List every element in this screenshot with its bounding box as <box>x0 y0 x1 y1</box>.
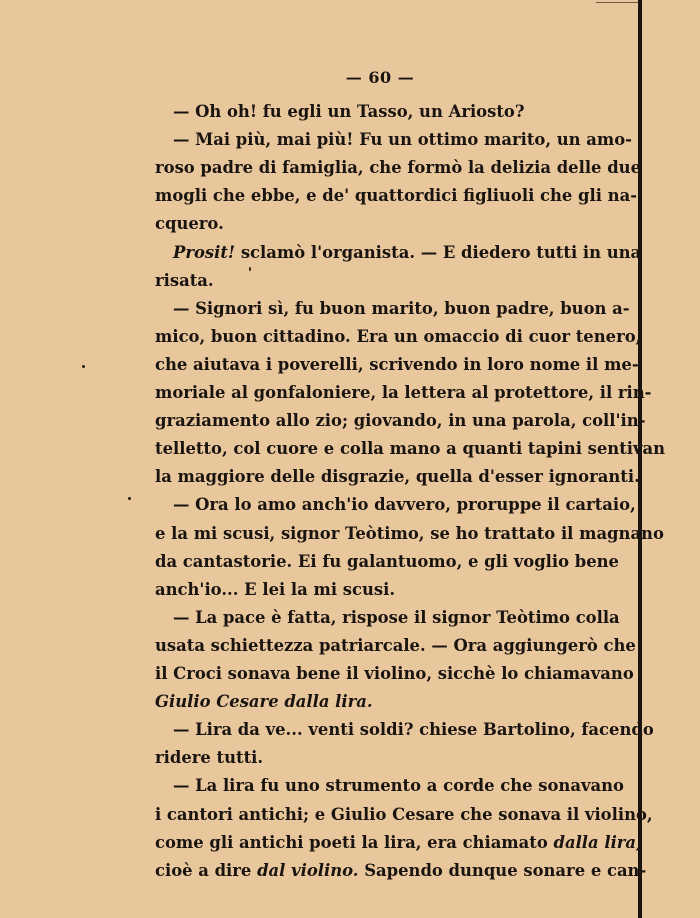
text-line <box>155 383 652 403</box>
italic-text: dalla lira, <box>553 832 642 852</box>
text-segment: — La pace è fatta, rispose il signor Teòtimo colla <box>173 607 620 627</box>
text-segment: mico, buon cittadino. Era un omaccio di cuor tenero, <box>155 326 642 346</box>
text-segment: cquero. <box>155 214 224 234</box>
text-segment: Sapendo dunque sonare e can- <box>358 860 647 880</box>
text-segment: da cantastorie. Ei fu galantuomo, e gli voglio bene <box>155 551 619 571</box>
text-segment: — La lira fu uno strumento a corde che sonavano <box>173 776 624 796</box>
text-line <box>155 551 619 572</box>
text-line <box>155 158 641 178</box>
text-line <box>155 860 647 881</box>
text-segment: roso padre di famiglia, che formò la delizia delle due <box>155 158 641 178</box>
text-line <box>155 326 642 347</box>
text-segment: e la mi scusi, signor Teòtimo, se ho trattato il magnano <box>155 523 664 543</box>
text-segment: — Signori sì, fu buon marito, buon padre, buon a- <box>173 298 630 318</box>
italic-text: Prosit! <box>173 242 236 262</box>
text-line <box>173 102 613 122</box>
text-line <box>155 439 666 459</box>
page-number: — 60 — <box>345 68 415 87</box>
text-segment: — Mai più, mai più! Fu un ottimo marito, un amo- <box>173 130 632 150</box>
text-segment: usata schiettezza patriarcale. — Ora aggiungerò che <box>155 635 636 655</box>
print-speck <box>249 267 251 271</box>
text-line <box>155 832 642 853</box>
text-segment: cioè a dire <box>155 860 258 880</box>
text-segment: anch'io... E lei la mi scusi. <box>155 579 396 599</box>
text-segment: — Oh oh! fu egli un Tasso, un Ariosto? <box>173 102 525 121</box>
italic-text: Giulio Cesare dalla lira. <box>155 692 373 712</box>
text-line <box>173 242 642 263</box>
text-line <box>173 495 636 515</box>
text-line <box>155 635 636 656</box>
text-segment: moriale al gonfaloniere, la lettera al protettore, il rin- <box>155 383 652 402</box>
text-segment: mogli che ebbe, e de' quattordici figliuoli che gli na- <box>155 186 638 206</box>
text-line <box>155 580 613 600</box>
text-line <box>155 804 653 825</box>
text-line <box>155 214 613 234</box>
text-segment: i cantori antichi; e Giulio Cesare che sonava il violino, <box>155 804 653 824</box>
text-line <box>155 692 613 712</box>
text-segment: — Lira da ve... venti soldi? chiese Bartolino, facendo <box>173 720 654 740</box>
text-line <box>155 354 639 375</box>
text-line <box>155 748 613 768</box>
print-speck <box>82 365 85 368</box>
text-segment: la maggiore delle disgrazie, quella d'esser ignoranti. <box>155 467 640 487</box>
text-segment: telletto, col cuore e colla mano a quanti tapini sentivan <box>155 439 666 459</box>
text-line <box>155 411 646 431</box>
text-segment: il Croci sonava bene il violino, sicchè lo chiamavano <box>155 664 634 683</box>
text-segment: — Ora lo amo anch'io davvero, proruppe il cartaio, <box>173 495 636 515</box>
text-line <box>173 607 620 628</box>
italic-text: dal violino. <box>257 860 359 880</box>
text-segment: risata. <box>155 270 214 290</box>
text-line <box>155 664 634 684</box>
text-segment: come gli antichi poeti la lira, era chiamato <box>155 832 554 852</box>
text-line <box>155 271 613 291</box>
text-segment: ridere tutti. <box>155 748 264 768</box>
text-segment: sclamò l'organista. — E diedero tutti in una <box>235 242 642 262</box>
text-segment: che aiutava i poverelli, scrivendo in loro nome il me- <box>155 354 639 374</box>
text-line <box>173 130 632 150</box>
text-line <box>155 467 640 487</box>
text-line <box>173 776 624 796</box>
text-line <box>173 298 630 319</box>
print-speck <box>128 497 131 500</box>
text-segment: graziamento allo zio; giovando, in una parola, coll'in- <box>155 411 646 431</box>
text-line <box>173 720 654 740</box>
text-line <box>155 186 638 206</box>
text-line <box>155 523 664 544</box>
